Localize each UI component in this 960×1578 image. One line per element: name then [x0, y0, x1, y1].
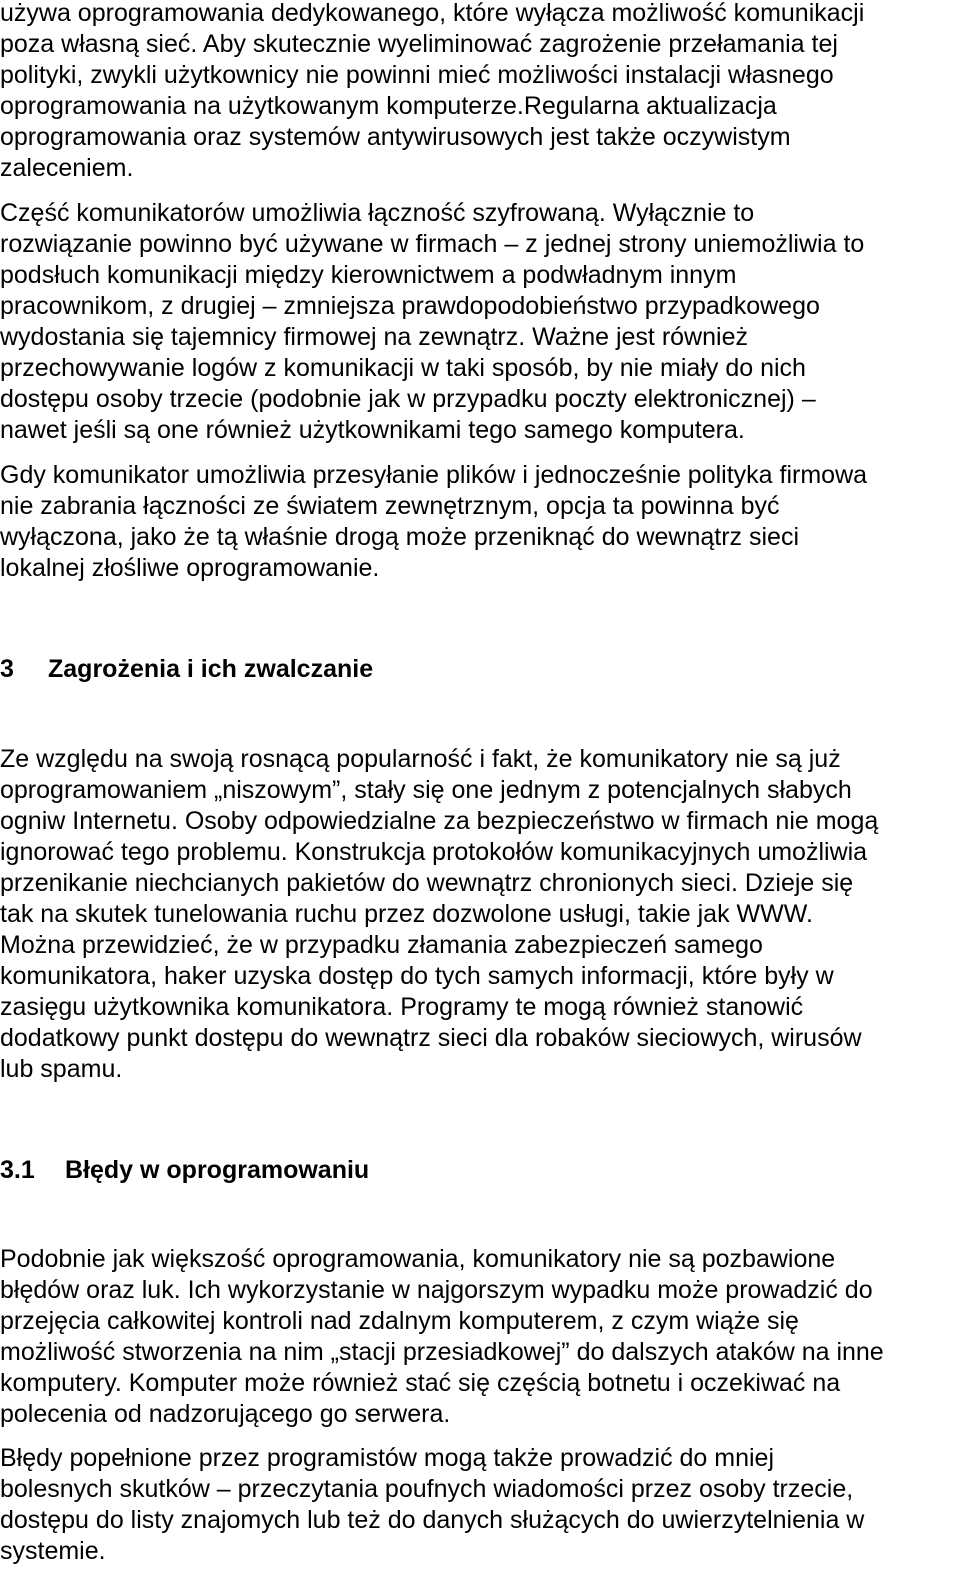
text-line: pracownikom, z drugiej – zmniejsza prawdopodobieństwo przypadkowego: [0, 292, 820, 320]
text-line: Podobnie jak większość oprogramowania, komunikatory nie są pozbawione: [0, 1245, 836, 1273]
text-line: przejęcia całkowitej kontroli nad zdalnym komputerem, z czym wiąże się: [0, 1307, 799, 1335]
text-line: polityki, zwykli użytkownicy nie powinni mieć możliwości instalacji własnego: [0, 61, 834, 89]
text-line: tak na skutek tunelowania ruchu przez dozwolone usługi, takie jak WWW.: [0, 900, 813, 928]
section-title: Zagrożenia i ich zwalczanie: [48, 655, 374, 683]
text-line: oprogramowania oraz systemów antywirusowych jest także oczywistym: [0, 123, 791, 151]
section-title: Błędy w oprogramowaniu: [65, 1156, 370, 1184]
text-line: systemie.: [0, 1537, 106, 1565]
paragraph: [0, 1443, 960, 1567]
paragraph: [0, 460, 960, 584]
text-line: możliwość stworzenia na nim „stacji przesiadkowej” do dalszych ataków na inne: [0, 1338, 884, 1366]
text-line: oprogramowania na użytkowanym komputerze.Regularna aktualizacja: [0, 92, 777, 120]
text-line: ogniw Internetu. Osoby odpowiedzialne za bezpieczeństwo w firmach nie mogą: [0, 807, 879, 835]
text-line: Gdy komunikator umożliwia przesyłanie plików i jednocześnie polityka firmowa: [0, 461, 868, 489]
text-line: ignorować tego problemu. Konstrukcja protokołów komunikacyjnych umożliwia: [0, 838, 868, 866]
text-line: polecenia od nadzorującego go serwera.: [0, 1400, 451, 1428]
paragraph: [0, 1244, 960, 1430]
text-line: przenikanie niechcianych pakietów do wewnątrz chronionych sieci. Dzieje się: [0, 869, 854, 897]
paragraph: [0, 198, 960, 446]
text-line: wydostania się tajemnicy firmowej na zewnątrz. Ważne jest również: [0, 323, 748, 351]
text-line: dostępu osoby trzecie (podobnie jak w przypadku poczty elektronicznej) –: [0, 385, 816, 413]
text-line: dodatkowy punkt dostępu do wewnątrz sieci dla robaków sieciowych, wirusów: [0, 1024, 862, 1052]
text-line: wyłączona, jako że tą właśnie drogą może przeniknąć do wewnątrz sieci: [0, 523, 799, 551]
text-line: poza własną sieć. Aby skutecznie wyeliminować zagrożenie przełamania tej: [0, 30, 838, 58]
text-line: Część komunikatorów umożliwia łączność szyfrowaną. Wyłącznie to: [0, 199, 755, 227]
text-line: lub spamu.: [0, 1055, 123, 1083]
text-line: podsłuch komunikacji między kierownictwem a podwładnym innym: [0, 261, 737, 289]
text-line: oprogramowaniem „niszowym”, stały się one jednym z potencjalnych słabych: [0, 776, 852, 804]
text-line: Ze względu na swoją rosnącą popularność i fakt, że komunikatory nie są już: [0, 745, 841, 773]
section-number: 3: [0, 655, 14, 683]
section-heading: [0, 1155, 369, 1186]
text-line: dostępu do listy znajomych lub też do danych służących do uwierzytelnienia w: [0, 1506, 865, 1534]
paragraph: [0, 0, 960, 184]
text-line: komputery. Komputer może również stać się częścią botnetu i oczekiwać na: [0, 1369, 841, 1397]
text-line: nie zabrania łączności ze światem zewnętrznym, opcja ta powinna być: [0, 492, 780, 520]
text-line: przechowywanie logów z komunikacji w taki sposób, by nie miały do nich: [0, 354, 806, 382]
text-line: komunikatora, haker uzyska dostęp do tych samych informacji, które były w: [0, 962, 834, 990]
text-line: nawet jeśli są one również użytkownikami tego samego komputera.: [0, 416, 745, 444]
section-heading: [0, 654, 373, 685]
text-line: Można przewidzieć, że w przypadku złamania zabezpieczeń samego: [0, 931, 763, 959]
text-line: Błędy popełnione przez programistów mogą także prowadzić do mniej: [0, 1444, 775, 1472]
text-line: używa oprogramowania dedykowanego, które wyłącza możliwość komunikacji: [0, 0, 865, 27]
section-number: 3.1: [0, 1156, 35, 1184]
text-line: lokalnej złośliwe oprogramowanie.: [0, 554, 380, 582]
text-line: rozwiązanie powinno być używane w firmach – z jednej strony uniemożliwia to: [0, 230, 865, 258]
text-line: zasięgu użytkownika komunikatora. Programy te mogą również stanowić: [0, 993, 804, 1021]
text-line: błędów oraz luk. Ich wykorzystanie w najgorszym wypadku może prowadzić do: [0, 1276, 873, 1304]
text-line: zaleceniem.: [0, 154, 134, 182]
paragraph: [0, 744, 960, 1085]
text-line: bolesnych skutków – przeczytania poufnych wiadomości przez osoby trzecie,: [0, 1475, 854, 1503]
